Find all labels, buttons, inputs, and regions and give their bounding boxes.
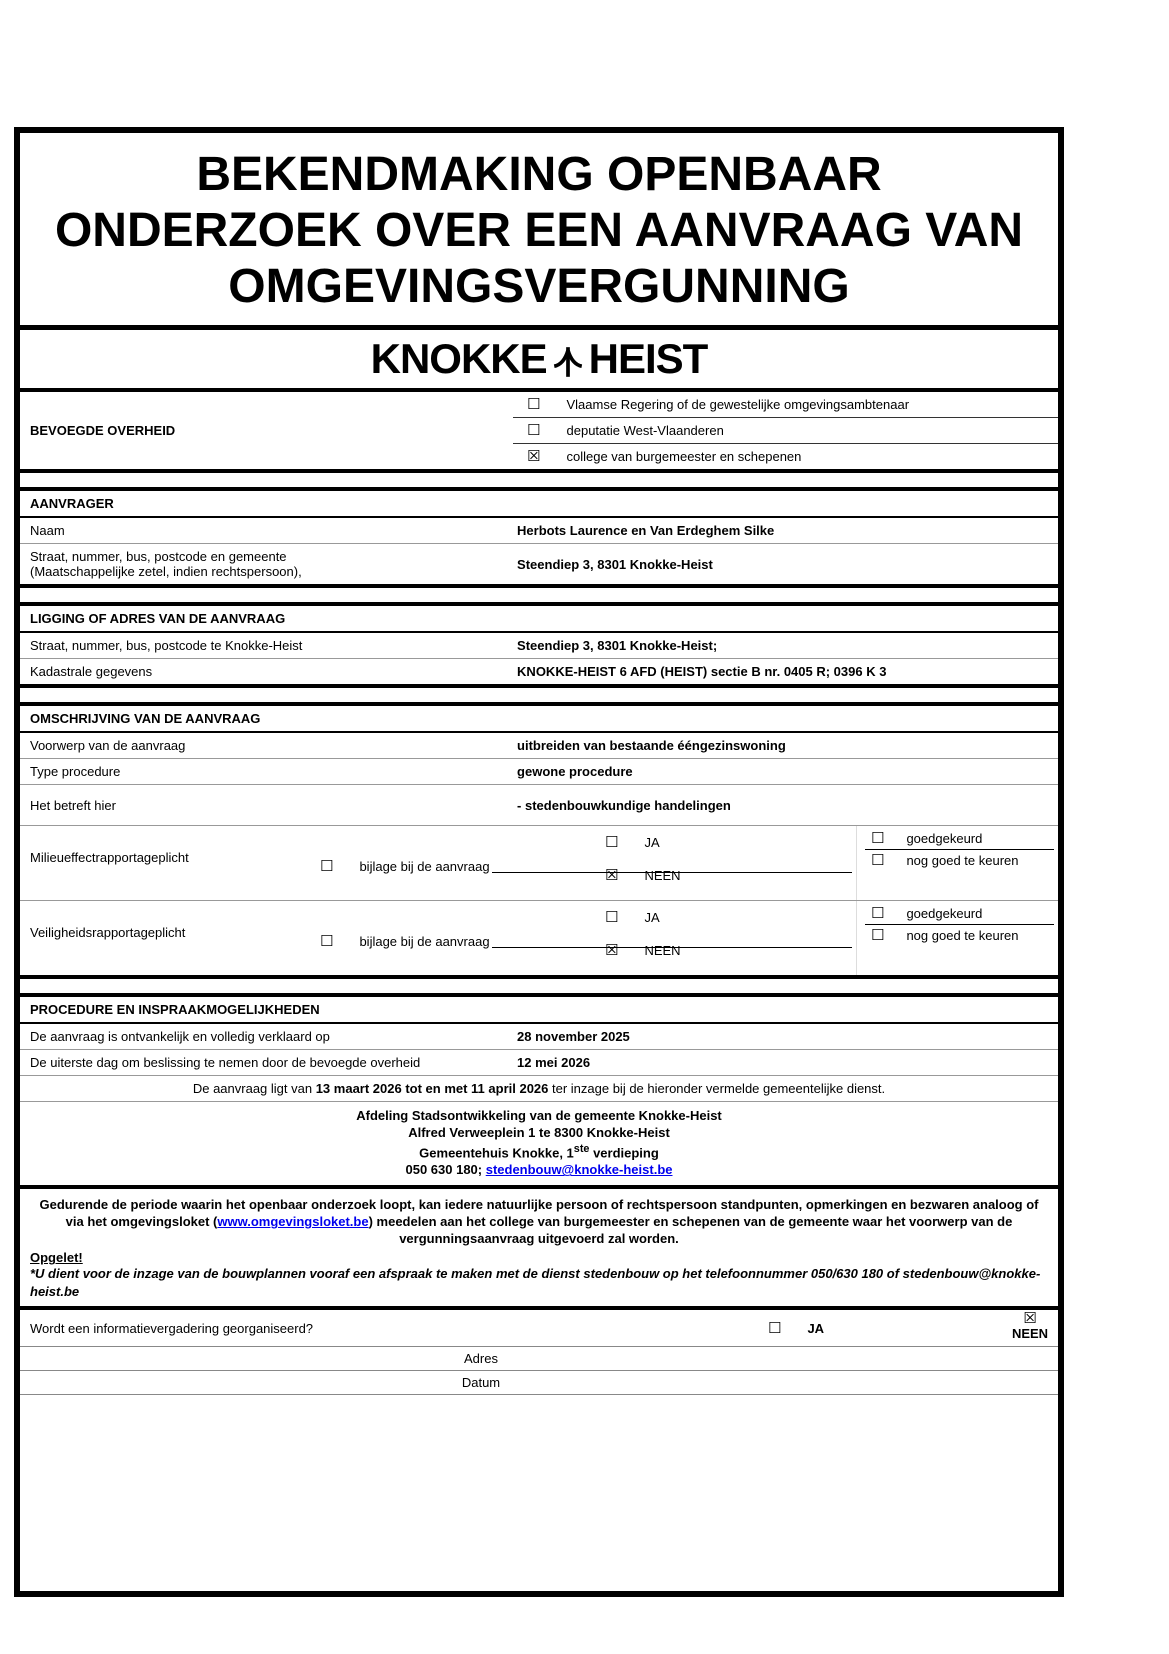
uiterste-dag-value: 12 mei 2026 bbox=[517, 1055, 591, 1070]
option-deputatie bbox=[513, 418, 1058, 444]
milieueffect-neen-label: NEEN bbox=[644, 868, 681, 883]
table-row bbox=[20, 1050, 1058, 1076]
milieueffect-ja-checkbox-icon: ☐ bbox=[605, 833, 619, 851]
inzage-periode: De aanvraag ligt van 13 maart 2026 tot en met 11 april 2026 ter inzage bij de hieronder vermelde gemeentelijke dienst. bbox=[20, 1076, 1058, 1102]
milieueffect-nog-goed-label: nog goed te keuren bbox=[906, 853, 1019, 868]
table-row bbox=[20, 1024, 1058, 1050]
milieueffect-ja-label: JA bbox=[644, 835, 660, 850]
section-spacer bbox=[20, 588, 1058, 606]
ontvankelijk-label: De aanvraag is ontvankelijk en volledig verklaard op bbox=[30, 1029, 330, 1044]
table-row bbox=[20, 733, 1058, 759]
veiligheid-row bbox=[20, 901, 1058, 975]
informatievergadering-row bbox=[20, 1310, 1058, 1347]
milieueffect-bijlage-label: bijlage bij de aanvraag bbox=[359, 859, 490, 874]
informatievergadering-ja bbox=[768, 1321, 824, 1336]
informatievergadering-vraag: Wordt een informatievergadering georganiseerd? bbox=[30, 1321, 314, 1337]
informatievergadering-ja-checkbox-icon: ☐ bbox=[768, 1319, 782, 1338]
page-title-line1: BEKENDMAKING OPENBAAR bbox=[196, 148, 882, 201]
naam-label: Naam bbox=[30, 523, 65, 538]
datum-row: Datum bbox=[20, 1371, 1058, 1395]
informatievergadering-neen-checkbox-icon: ☒ bbox=[1023, 1309, 1037, 1328]
ligging-straat-label: Straat, nummer, bus, postcode te Knokke-Heist bbox=[30, 638, 303, 653]
voorwerp-value: uitbreiden van bestaande ééngezinswoning bbox=[517, 738, 786, 753]
opgelet-label: Opgelet! bbox=[30, 1250, 83, 1266]
veiligheid-goedgekeurd bbox=[865, 903, 1054, 925]
naam-value: Herbots Laurence en Van Erdeghem Silke bbox=[517, 523, 775, 538]
logo-word-knokke: KNOKKE bbox=[370, 335, 547, 382]
section-ligging bbox=[20, 606, 1058, 688]
betreft-value: - stedenbouwkundige handelingen bbox=[517, 797, 731, 813]
table-row bbox=[20, 785, 1058, 826]
milieueffect-ja bbox=[605, 835, 660, 850]
bezwaar-paragraaf: Gedurende de periode waarin het openbaar onderzoek loopt, kan iedere natuurlijke persoon of rechtspersoon standpunten, opmerkingen en bezwaren analoog of via het omgevingsloket (www.omgevingsloket.be) meedelen aan het college van burgemeester en schepenen van de gemeente waar het voorwerp van de vergunningsaanvraag uitgevoerd zal worden. bbox=[39, 1197, 1039, 1247]
veiligheid-goedkeuring bbox=[865, 903, 1054, 946]
adres-aanvrager-value: Steendiep 3, 8301 Knokke-Heist bbox=[517, 556, 713, 572]
adres-aanvrager-label: Straat, nummer, bus, postcode en gemeente (Maatschappelijke zetel, indien rechtspersoon), bbox=[30, 549, 302, 579]
uiterste-dag-label: De uiterste dag om beslissing te nemen door de bevoegde overheid bbox=[30, 1055, 421, 1070]
bevoegde-overheid-label: BEVOEGDE OVERHEID bbox=[30, 423, 176, 438]
section-bezwaar bbox=[20, 1189, 1058, 1310]
option-college bbox=[513, 444, 1058, 469]
document-frame bbox=[14, 127, 1064, 1597]
milieueffect-nog-goed bbox=[865, 850, 1054, 871]
milieueffect-goedgekeurd bbox=[865, 828, 1054, 850]
informatievergadering-neen-label: NEEN bbox=[1011, 1326, 1049, 1342]
page-title-line3: OMGEVINGSVERGUNNING bbox=[228, 260, 850, 313]
title-box bbox=[20, 133, 1058, 330]
logo-word-heist: HEIST bbox=[588, 335, 708, 382]
gemeentelijke-dienst-blok bbox=[20, 1102, 1058, 1185]
ontvankelijk-value: 28 november 2025 bbox=[517, 1029, 630, 1044]
inzage-datums: 13 maart 2026 tot en met 11 april 2026 bbox=[315, 1081, 549, 1096]
veiligheid-label: Veiligheidsrapportageplicht bbox=[30, 925, 186, 940]
table-row bbox=[20, 759, 1058, 785]
milieueffect-nog-goed-checkbox-icon: ☐ bbox=[871, 851, 885, 869]
ligging-straat-value: Steendiep 3, 8301 Knokke-Heist; bbox=[517, 638, 718, 653]
milieueffect-goedgekeurd-checkbox-icon: ☐ bbox=[871, 829, 885, 847]
procedure-header: PROCEDURE EN INSPRAAKMOGELIJKHEDEN bbox=[20, 997, 1058, 1024]
betreft-label: Het betreft hier bbox=[30, 797, 116, 813]
milieueffect-bijlage-checkbox-icon: ☐ bbox=[320, 857, 334, 875]
milieueffect-goedgekeurd-label: goedgekeurd bbox=[906, 831, 983, 846]
page-title-line2: ONDERZOEK OVER EEN AANVRAAG VAN bbox=[54, 204, 1024, 257]
bevoegde-overheid-options bbox=[513, 392, 1058, 469]
veiligheid-bijlage-checkbox-icon: ☐ bbox=[320, 932, 334, 950]
veiligheid-neen-checkbox-icon: ☒ bbox=[605, 941, 619, 959]
option-vlaamse-regering bbox=[513, 392, 1058, 418]
section-spacer bbox=[20, 473, 1058, 491]
veiligheid-ja-checkbox-icon: ☐ bbox=[605, 908, 619, 926]
section-aanvrager bbox=[20, 491, 1058, 588]
informatievergadering-ja-label: JA bbox=[807, 1321, 825, 1337]
section-omschrijving bbox=[20, 706, 1058, 979]
college-checkbox-icon: ☒ bbox=[527, 447, 541, 465]
milieueffect-bijlage bbox=[320, 859, 490, 874]
kadaster-value: KNOKKE-HEIST 6 AFD (HEIST) sectie B nr. 0405 R; 0396 K 3 bbox=[517, 664, 887, 679]
ligging-header: LIGGING OF ADRES VAN DE AANVRAAG bbox=[20, 606, 1058, 633]
veiligheid-nog-goed bbox=[865, 925, 1054, 946]
omgevingsloket-link[interactable]: www.omgevingsloket.be bbox=[217, 1214, 369, 1230]
table-row bbox=[20, 633, 1058, 659]
college-label: college van burgemeester en schepenen bbox=[566, 449, 802, 464]
milieueffect-row bbox=[20, 826, 1058, 901]
deputatie-checkbox-icon: ☐ bbox=[527, 421, 541, 439]
knokke-heist-logo bbox=[20, 330, 1058, 392]
knokke-heist-tree-icon bbox=[551, 344, 585, 380]
voorwerp-label: Voorwerp van de aanvraag bbox=[30, 738, 186, 753]
stedenbouw-email-link[interactable]: stedenbouw@knokke-heist.be bbox=[485, 1162, 673, 1178]
section-bevoegde-overheid bbox=[20, 392, 1058, 473]
dienst-adres: Alfred Verweeplein 1 te 8300 Knokke-Heist bbox=[408, 1125, 670, 1140]
milieueffect-neen-checkbox-icon: ☒ bbox=[605, 866, 619, 884]
type-procedure-value: gewone procedure bbox=[517, 764, 633, 779]
veiligheid-neen bbox=[605, 943, 681, 958]
table-row bbox=[20, 518, 1058, 544]
afspraak-nota: *U dient voor de inzage van de bouwplannen vooraf een afspraak te maken met de dienst stedenbouw op het telefoonnummer 050/630 180 of stedenbouw@knokke-heist.be bbox=[30, 1266, 1041, 1300]
kadaster-label: Kadastrale gegevens bbox=[30, 664, 153, 679]
milieueffect-goedkeuring bbox=[865, 828, 1054, 871]
dienst-naam: Afdeling Stadsontwikkeling van de gemeente Knokke-Heist bbox=[356, 1108, 722, 1123]
veiligheid-neen-label: NEEN bbox=[644, 943, 681, 958]
table-row bbox=[20, 544, 1058, 584]
table-row bbox=[20, 659, 1058, 684]
veiligheid-nog-goed-checkbox-icon: ☐ bbox=[871, 926, 885, 944]
deputatie-label: deputatie West-Vlaanderen bbox=[566, 423, 724, 438]
milieueffect-neen bbox=[605, 868, 681, 883]
section-spacer bbox=[20, 688, 1058, 706]
vlaamse-regering-label: Vlaamse Regering of de gewestelijke omgevingsambtenaar bbox=[566, 397, 910, 412]
vlaamse-regering-checkbox-icon: ☐ bbox=[527, 395, 541, 413]
veiligheid-bijlage bbox=[320, 934, 490, 949]
veiligheid-ja bbox=[605, 910, 660, 925]
dienst-verdieping: Gemeentehuis Knokke, 1ste verdieping bbox=[419, 1143, 659, 1161]
milieueffect-label: Milieueffectrapportageplicht bbox=[30, 850, 189, 865]
adres-row: Adres bbox=[20, 1347, 1058, 1371]
veiligheid-goedgekeurd-label: goedgekeurd bbox=[906, 906, 983, 921]
veiligheid-goedgekeurd-checkbox-icon: ☐ bbox=[871, 904, 885, 922]
dienst-contact: 050 630 180; stedenbouw@knokke-heist.be bbox=[405, 1162, 673, 1178]
veiligheid-bijlage-label: bijlage bij de aanvraag bbox=[359, 934, 490, 949]
section-spacer bbox=[20, 979, 1058, 997]
veiligheid-nog-goed-label: nog goed te keuren bbox=[906, 928, 1019, 943]
informatievergadering-neen bbox=[1003, 1311, 1057, 1341]
section-procedure bbox=[20, 997, 1058, 1189]
type-procedure-label: Type procedure bbox=[30, 764, 121, 779]
veiligheid-ja-label: JA bbox=[644, 910, 660, 925]
omschrijving-header: OMSCHRIJVING VAN DE AANVRAAG bbox=[20, 706, 1058, 733]
aanvrager-header: AANVRAGER bbox=[20, 491, 1058, 518]
